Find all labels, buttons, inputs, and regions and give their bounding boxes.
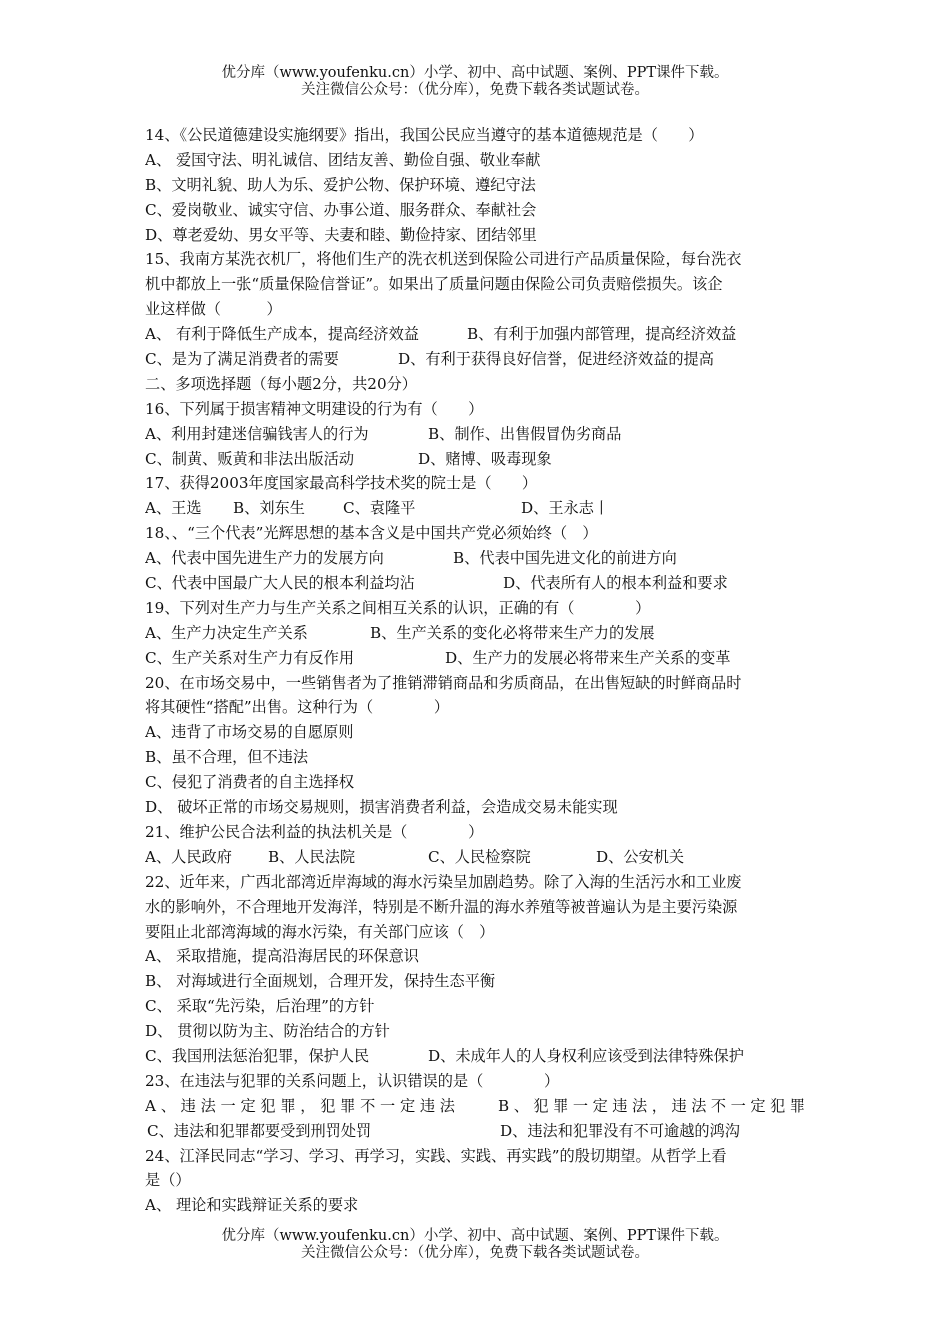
- q16-options-ab: [145, 422, 810, 447]
- q21-option-c: C、人民检察院: [428, 847, 531, 866]
- q22-stem-line-1: 22、近年来，广西北部湾近岸海域的海水污染呈加剧趋势。除了入海的生活污水和工业废: [145, 872, 742, 891]
- q20-option-d: D、 破坏正常的市场交易规则，损害消费者利益，会造成交易未能实现: [145, 798, 618, 817]
- q19-option-d: D、生产力的发展必将带来生产关系的变革: [445, 648, 731, 667]
- q20-stem-line-2: 将其硬性“搭配”出售。这种行为（ ）: [145, 698, 450, 717]
- q23-option-c: C、违法和犯罪都要受到刑罚处罚: [147, 1121, 372, 1140]
- q19-option-c: C、生产关系对生产力有反作用: [145, 648, 355, 667]
- q16-option-b: B、制作、出售假冒伪劣商品: [428, 424, 622, 443]
- header-line-1: 优分库（www.youfenku.cn）小学、初中、高中试题、案例、PPT课件下载。: [221, 65, 729, 81]
- footer-line-1: 优分库（www.youfenku.cn）小学、初中、高中试题、案例、PPT课件下载。: [221, 1228, 729, 1244]
- q22-option-c: C、 采取“先污染，后治理”的方针: [145, 997, 375, 1016]
- q18-stem: 18、、“三个代表”光辉思想的基本含义是中国共产党必须始终（ ）: [145, 524, 598, 543]
- q15-stem-line-1: 15、我南方某洗衣机厂，将他们生产的洗衣机送到保险公司进行产品质量保险，每台洗衣: [145, 250, 742, 269]
- q22-option-d: D、 贯彻以防为主、防治结合的方针: [145, 1022, 390, 1041]
- q19-options-ab: [145, 621, 810, 646]
- q18-option-b: B、代表中国先进文化的前进方向: [453, 549, 677, 568]
- q15-option-c: C、是为了满足消费者的需要: [145, 350, 339, 369]
- section-2-title: 二、多项选择题（每小题2分，共20分）: [145, 374, 417, 393]
- q19-option-a: A、生产力决定生产关系: [145, 623, 308, 642]
- q18-options-ab: [145, 546, 810, 571]
- q20-option-c: C、侵犯了消费者的自主选择权: [145, 773, 355, 792]
- q17-option-d: D、王永志丨: [521, 499, 610, 518]
- q23-option-b: B、犯罪一定违法，违法不一定犯罪: [498, 1096, 805, 1115]
- q15-option-d: D、有利于获得良好信誉，促进经济效益的提高: [398, 350, 714, 369]
- q19-stem: 19、下列对生产力与生产关系之间相互关系的认识，正确的有（ ）: [145, 598, 651, 617]
- q23-options-ab: [145, 1094, 810, 1119]
- q18-options-cd: [145, 571, 810, 596]
- footer-line-2: 关注微信公众号：（优分库），免费下载各类试题试卷。: [301, 1245, 649, 1261]
- q14-option-b: B、文明礼貌、助人为乐、爱护公物、保护环境、遵纪守法: [145, 175, 536, 194]
- q16-option-c: C、制黄、贩黄和非法出版活动: [145, 449, 355, 468]
- q24-option-a: A、 理论和实践辩证关系的要求: [145, 1196, 359, 1215]
- q17-option-c: C、袁隆平: [343, 499, 416, 518]
- q16-options-cd: [145, 447, 810, 472]
- q22-stem-line-2: 水的影响外，不合理地开发海洋，特别是不断升温的海水养殖等被普遍认为是主要污染源: [145, 897, 738, 916]
- q22-option-a: A、 采取措施，提高沿海居民的环保意识: [145, 947, 419, 966]
- q23-option-a: A、违法一定犯罪，犯罪不一定违法: [145, 1096, 455, 1115]
- q21-option-a: A、人民政府: [145, 847, 232, 866]
- q24-stem-line-1: 24、江泽民同志“学习、学习、再学习，实践、实践、再实践”的殷切期望。从哲学上看: [145, 1146, 727, 1165]
- q17-options: [145, 496, 810, 521]
- q16-option-a: A、利用封建迷信骗钱害人的行为: [145, 424, 369, 443]
- extra-options-cd: [145, 1044, 810, 1069]
- q16-option-d: D、赌博、吸毒现象: [418, 449, 552, 468]
- q19-option-b: B、生产关系的变化必将带来生产力的发展: [370, 623, 655, 642]
- page-header: [0, 65, 950, 99]
- q21-option-d: D、公安机关: [596, 847, 685, 866]
- page-footer: [0, 1228, 950, 1262]
- q18-option-c: C、代表中国最广大人民的根本利益均沾: [145, 574, 415, 593]
- q23-stem: 23、在违法与犯罪的关系问题上，认识错误的是（ ）: [145, 1071, 560, 1090]
- q17-option-b: B、刘东生: [233, 499, 305, 518]
- q20-option-b: B、虽不合理，但不违法: [145, 748, 309, 767]
- q21-options: [145, 845, 810, 870]
- q15-option-a: A、 有利于降低生产成本，提高经济效益: [145, 325, 419, 344]
- q21-stem: 21、维护公民合法利益的执法机关是（ ）: [145, 822, 484, 841]
- q15-stem-line-3: 业这样做（ ）: [145, 300, 282, 319]
- q19-options-cd: [145, 646, 810, 671]
- q22-option-b: B、 对海域进行全面规划，合理开发，保持生态平衡: [145, 972, 496, 991]
- q14-option-c: C、爱岗敬业、诚实守信、办事公道、服务群众、奉献社会: [145, 200, 537, 219]
- q22-stem-line-3: 要阻止北部湾海域的海水污染，有关部门应该（ ）: [145, 922, 495, 941]
- extra-option-d: D、未成年人的人身权利应该受到法律特殊保护: [428, 1046, 744, 1065]
- question-content: [145, 123, 810, 1218]
- q16-stem: 16、下列属于损害精神文明建设的行为有（ ）: [145, 399, 484, 418]
- q14-stem: 14、《公民道德建设实施纲要》指出，我国公民应当遵守的基本道德规范是（ ）: [145, 126, 704, 144]
- q14-option-d: D、尊老爱幼、男女平等、夫妻和睦、勤俭持家、团结邻里: [145, 225, 537, 244]
- q15-options-ab: [145, 322, 810, 347]
- q21-option-b: B、人民法院: [268, 847, 356, 866]
- header-line-2: 关注微信公众号：（优分库），免费下载各类试题试卷。: [301, 82, 649, 98]
- q20-option-a: A、违背了市场交易的自愿原则: [145, 723, 354, 742]
- q17-stem: 17、获得2003年度国家最高科学技术奖的院士是（ ）: [145, 474, 538, 493]
- q23-options-cd: [145, 1119, 810, 1144]
- extra-option-c: C、我国刑法惩治犯罪，保护人民: [145, 1046, 370, 1065]
- q24-stem-line-2: 是（）: [145, 1171, 191, 1190]
- q15-stem-line-2: 机中都放上一张“质量保险信誉证”。如果出了质量问题由保险公司负责赔偿损失。该企: [145, 275, 723, 294]
- q18-option-a: A、代表中国先进生产力的发展方向: [145, 549, 384, 568]
- q14-option-a: A、 爱国守法、明礼诚信、团结友善、勤俭自强、敬业奉献: [145, 150, 541, 169]
- q20-stem-line-1: 20、在市场交易中，一些销售者为了推销滞销商品和劣质商品，在出售短缺的时鲜商品时: [145, 673, 742, 692]
- q23-option-d: D、违法和犯罪没有不可逾越的鸿沟: [500, 1121, 740, 1140]
- q15-option-b: B、有利于加强内部管理，提高经济效益: [467, 325, 737, 344]
- q17-option-a: A、王选: [145, 499, 202, 518]
- q15-options-cd: [145, 347, 810, 372]
- q18-option-d: D、代表所有人的根本利益和要求: [503, 574, 728, 593]
